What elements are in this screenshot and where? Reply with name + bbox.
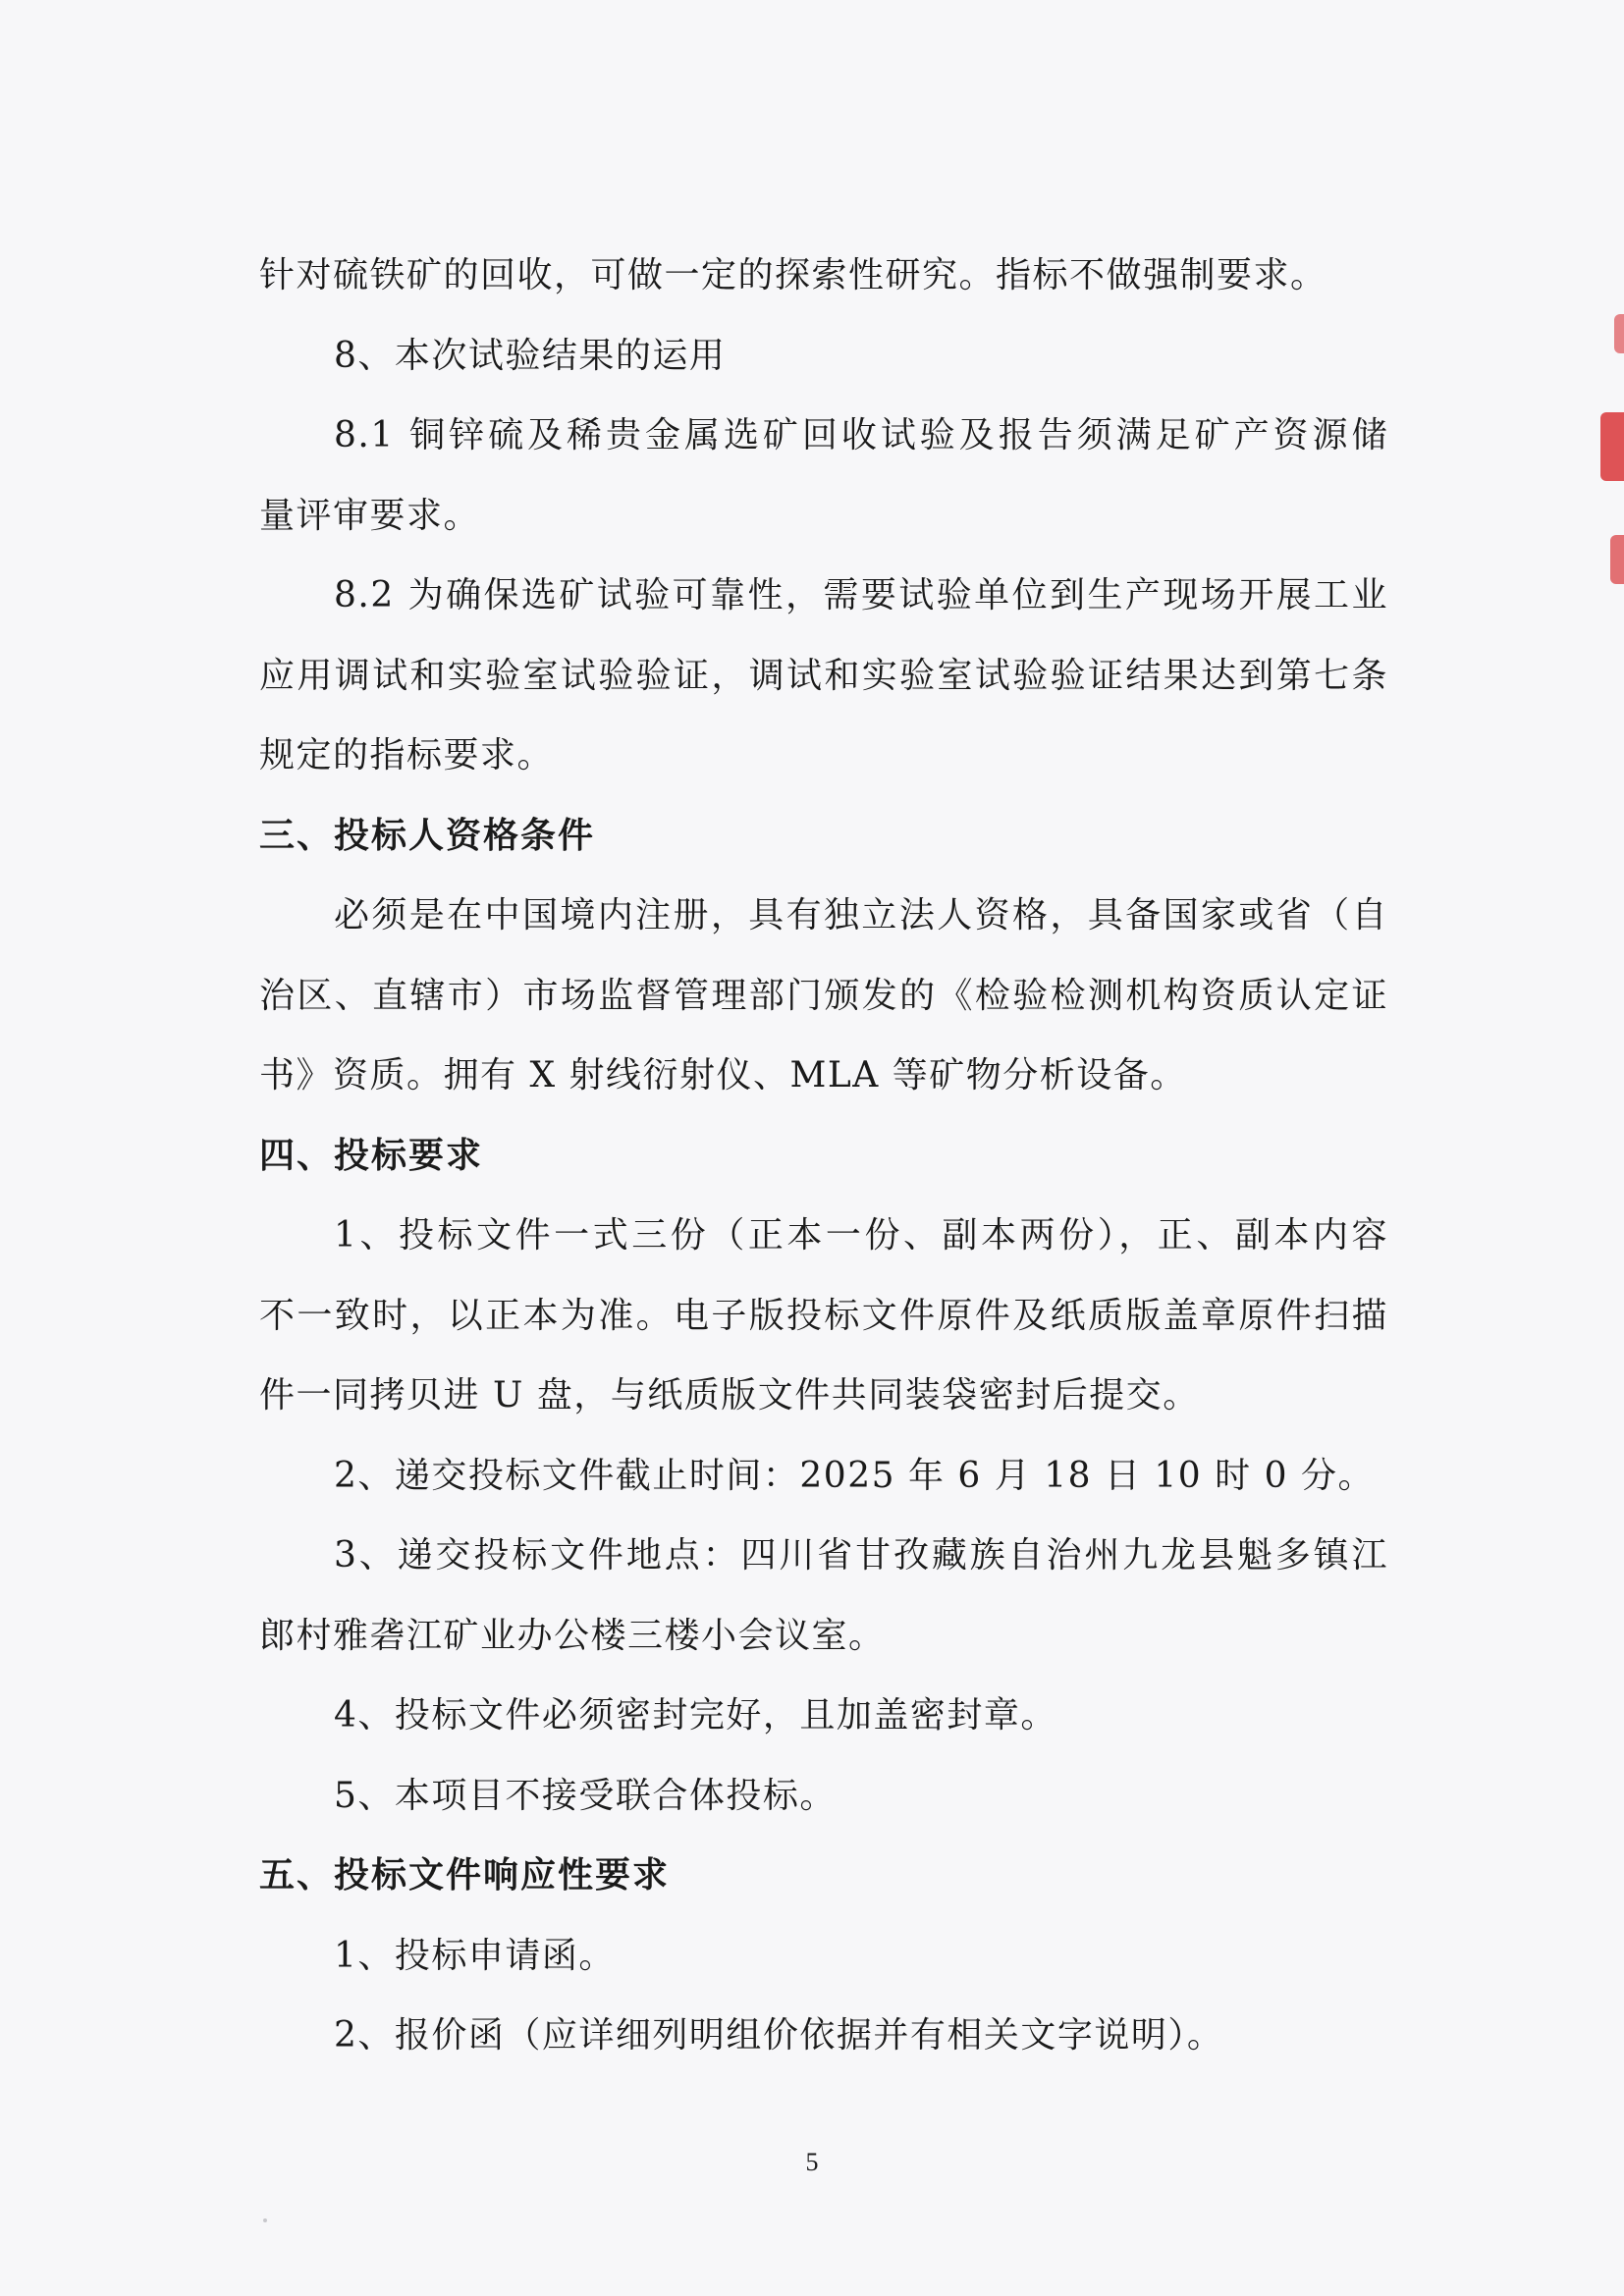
- paragraph-line: 1、投标申请函。: [334, 1935, 616, 1976]
- paragraph: [259, 316, 1388, 397]
- paragraph: [259, 1756, 1388, 1837]
- section-heading: [259, 1116, 1388, 1197]
- paragraph: [259, 396, 1388, 556]
- paragraph: [259, 556, 1388, 796]
- paragraph: [259, 1916, 1388, 1997]
- page-number: 5: [805, 2148, 819, 2176]
- paragraph-line: 8.2 为确保选矿试验可靠性，需要试验单位到生产现场开展工业: [334, 575, 1388, 615]
- paragraph: [259, 236, 1388, 316]
- section-heading: [259, 1836, 1388, 1916]
- paragraph-line: 规定的指标要求。: [259, 735, 555, 775]
- heading-text: 五、投标文件响应性要求: [259, 1855, 671, 1896]
- paragraph: [259, 1996, 1388, 2076]
- heading-text: 四、投标要求: [259, 1135, 484, 1176]
- scan-speck: [263, 2218, 267, 2222]
- document-body: [259, 236, 1388, 2076]
- seal-edge-fragment: [1600, 412, 1624, 481]
- paragraph: [259, 1436, 1388, 1517]
- paragraph-line: 治区、直辖市）市场监督管理部门颁发的《检验检测机构资质认定证: [259, 975, 1388, 1016]
- paragraph: [259, 1676, 1388, 1756]
- paragraph: [259, 1196, 1388, 1436]
- paragraph-line: 应用调试和实验室试验验证，调试和实验室试验验证结果达到第七条: [259, 655, 1388, 696]
- seal-edge-fragment: [1614, 314, 1624, 353]
- paragraph-line: 2、递交投标文件截止时间：2025 年 6 月 18 日 10 时 0 分。: [334, 1455, 1375, 1496]
- paragraph-line: 必须是在中国境内注册，具有独立法人资格，具备国家或省（自: [334, 895, 1388, 935]
- paragraph-line: 3、递交投标文件地点：四川省甘孜藏族自治州九龙县魁多镇江: [334, 1535, 1388, 1575]
- paragraph-line: 书》资质。拥有 X 射线衍射仪、MLA 等矿物分析设备。: [259, 1055, 1187, 1095]
- paragraph-line: 量评审要求。: [259, 495, 481, 536]
- paragraph-line: 郎村雅砻江矿业办公楼三楼小会议室。: [259, 1615, 886, 1656]
- paragraph-line: 1、投标文件一式三份（正本一份、副本两份），正、副本内容: [334, 1215, 1388, 1255]
- heading-text: 三、投标人资格条件: [259, 815, 596, 856]
- paragraph: [259, 1516, 1388, 1676]
- paragraph-line: 不一致时，以正本为准。电子版投标文件原件及纸质版盖章原件扫描: [259, 1295, 1388, 1336]
- section-heading: [259, 796, 1388, 877]
- paragraph-line: 8、本次试验结果的运用: [334, 335, 727, 376]
- paragraph-line: 件一同拷贝进 U 盘，与纸质版文件共同装袋密封后提交。: [259, 1375, 1200, 1415]
- paragraph-line: 针对硫铁矿的回收，可做一定的探索性研究。指标不做强制要求。: [259, 255, 1327, 295]
- seal-edge-fragment: [1610, 535, 1624, 584]
- paragraph-line: 4、投标文件必须密封完好，且加盖密封章。: [334, 1695, 1057, 1735]
- paragraph: [259, 876, 1388, 1116]
- paragraph-line: 2、报价函（应详细列明组价依据并有相关文字说明）。: [334, 2015, 1224, 2056]
- paragraph-line: 8.1 铜锌硫及稀贵金属选矿回收试验及报告须满足矿产资源储: [334, 415, 1388, 455]
- paragraph-line: 5、本项目不接受联合体投标。: [334, 1775, 837, 1816]
